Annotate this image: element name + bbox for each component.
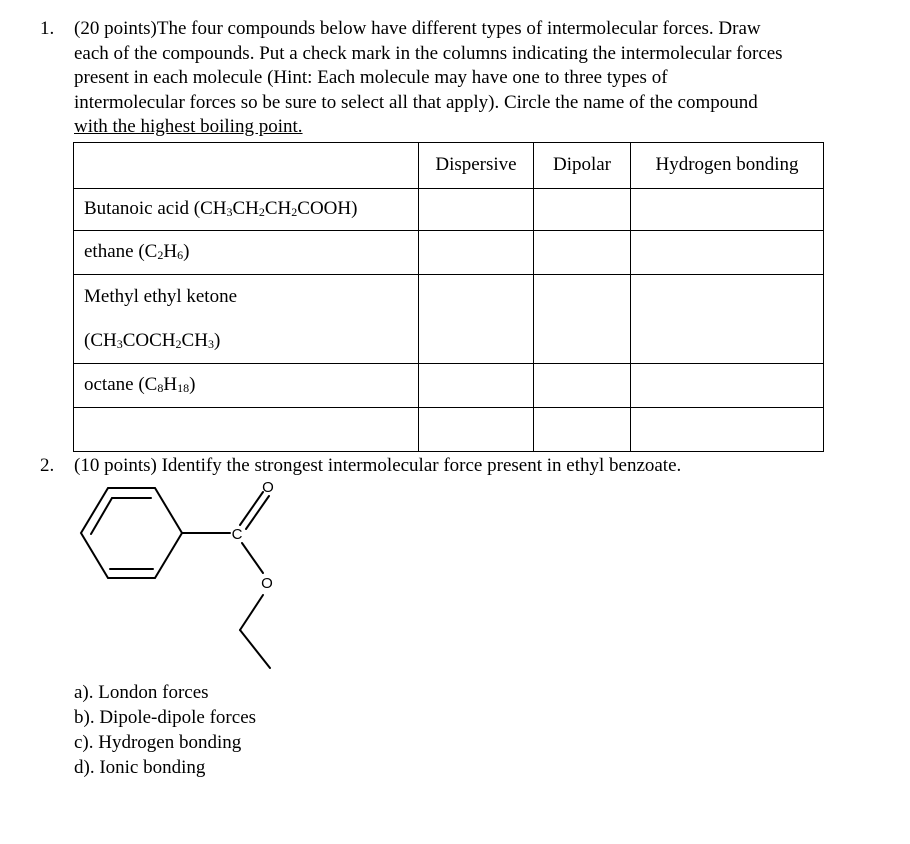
question-2-text: (10 points) Identify the strongest intermolecular force present in ethyl benzoate. bbox=[74, 455, 682, 476]
row-butanoic-acid-name: Butanoic acid $(CH_3CH_2CH_2COOH)$ bbox=[74, 189, 419, 231]
methyl-ethyl-ketone-line-2: $(CH_3COCH_2CH_3)$ bbox=[84, 330, 221, 351]
question-2-number: 2. bbox=[40, 455, 55, 476]
empty-row-cell bbox=[74, 408, 419, 452]
header-hydrogen-bonding: Hydrogen bonding bbox=[631, 143, 824, 189]
question-1-line-3: present in each molecule (Hint: Each molecule may have one to three types of bbox=[74, 67, 668, 88]
row-octane-name: octane $(C_8H_{18})$ bbox=[74, 364, 419, 408]
question-1-line-4: intermolecular forces so be sure to select all that apply). Circle the name of the compound bbox=[74, 91, 758, 113]
choice-b[interactable]: b). Dipole-dipole forces bbox=[74, 707, 257, 728]
check-cell-dispersive[interactable] bbox=[419, 364, 534, 408]
bond-ch2-ch3 bbox=[240, 630, 270, 668]
table-header-row bbox=[74, 143, 824, 189]
table-row bbox=[74, 189, 824, 231]
table-row bbox=[74, 275, 824, 364]
question-1-number: 1. bbox=[40, 18, 55, 39]
question-1-line-5: with the highest boiling point. bbox=[74, 116, 303, 137]
question-1-line-2: each of the compounds. Put a check mark in the columns indicating the intermolecular forces bbox=[74, 42, 783, 64]
carbon-label: C bbox=[231, 526, 243, 543]
table-row bbox=[74, 408, 824, 452]
table-row bbox=[74, 364, 824, 408]
ethyl-benzoate-structure bbox=[70, 470, 300, 680]
check-cell-hydrogen-bonding[interactable] bbox=[631, 189, 824, 231]
ester-oxygen-label: O bbox=[261, 575, 273, 592]
question-1-line-1: (20 points)The four compounds below have different types of intermolecular forces. Draw bbox=[74, 18, 761, 39]
ring-double-bond-3 bbox=[91, 498, 112, 534]
row-methyl-ethyl-ketone-name bbox=[74, 275, 419, 364]
choice-a[interactable]: a). London forces bbox=[74, 682, 209, 703]
check-cell-dipolar[interactable] bbox=[534, 231, 631, 275]
check-cell-hydrogen-bonding[interactable] bbox=[631, 231, 824, 275]
check-cell-dispersive[interactable] bbox=[419, 189, 534, 231]
methyl-ethyl-ketone-line-1: Methyl ethyl ketone bbox=[84, 286, 238, 307]
check-cell-dipolar[interactable] bbox=[534, 364, 631, 408]
check-cell-dipolar[interactable] bbox=[534, 189, 631, 231]
intermolecular-forces-table bbox=[73, 142, 824, 452]
header-empty-cell bbox=[74, 143, 419, 189]
table-row bbox=[74, 231, 824, 275]
check-cell-hydrogen-bonding[interactable] bbox=[631, 275, 824, 364]
bond-carbon-oxygen bbox=[242, 543, 263, 573]
header-dipolar: Dipolar bbox=[534, 143, 631, 189]
question-1-text bbox=[74, 17, 886, 140]
benzene-ring bbox=[81, 488, 182, 578]
choice-c[interactable]: c). Hydrogen bonding bbox=[74, 732, 242, 753]
bond-oxygen-ch2 bbox=[240, 595, 263, 630]
empty-row-cell bbox=[631, 408, 824, 452]
header-dispersive: Dispersive bbox=[419, 143, 534, 189]
check-cell-dispersive[interactable] bbox=[419, 231, 534, 275]
choice-d[interactable]: d). Ionic bonding bbox=[74, 757, 206, 778]
carbonyl-oxygen-label: O bbox=[262, 479, 274, 496]
answer-choices bbox=[74, 680, 256, 780]
check-cell-hydrogen-bonding[interactable] bbox=[631, 364, 824, 408]
row-ethane-name: ethane $(C_2H_6)$ bbox=[74, 231, 419, 275]
check-cell-dispersive[interactable] bbox=[419, 275, 534, 364]
check-cell-dipolar[interactable] bbox=[534, 275, 631, 364]
empty-row-cell bbox=[534, 408, 631, 452]
empty-row-cell bbox=[419, 408, 534, 452]
